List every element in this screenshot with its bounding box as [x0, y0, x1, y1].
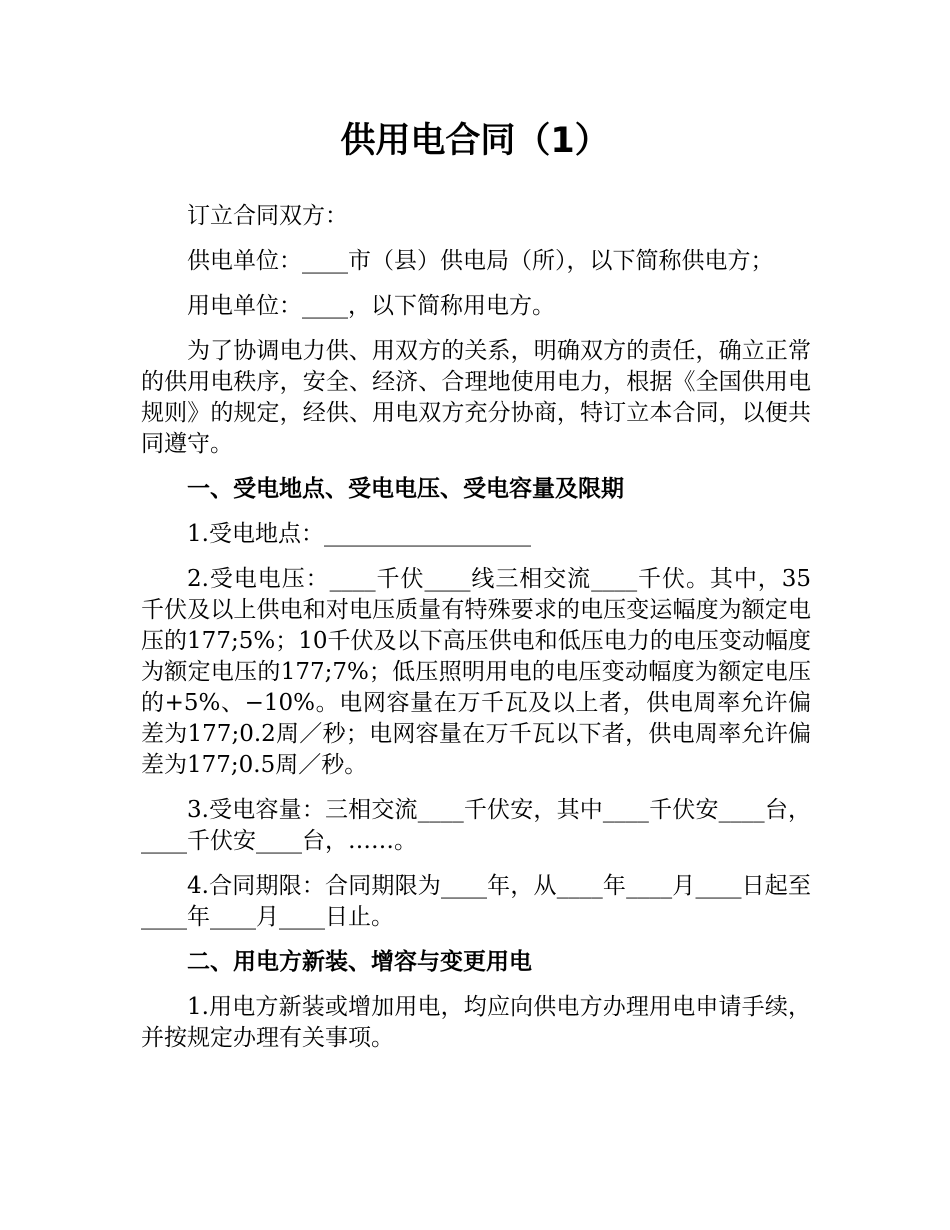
paragraph-supplier: 供电单位：____市（县）供电局（所），以下简称供电方； [187, 248, 774, 274]
paragraph-preamble: 为了协调电力供、用双方的关系，明确双方的责任，确立正常的供用电秩序，安全、经济、合理地使用电力，根据《全国供用电规则》的规定，经供、用电双方充分协商，特订立本合同，以便共同遵守。 [141, 338, 811, 457]
clause-1-2: 2.受电电压：____千伏____线三相交流____千伏。其中，35千伏及以上供电和对电压质量有特殊要求的电压变运幅度为额定电压的177;5%；10千伏及以下高压供电和低压电力的电压变动幅度为额定电压的177;7%；低压照明用电的电压变动幅度为额定电压的+5%、−10%。电网容量在万千瓦及以上者，供电周率允许偏差为177;0.2周／秒；电网容量在万千瓦以下者，供电周率允许偏差为177;0.5周／秒。 [141, 566, 811, 778]
document-title: 供用电合同（1） [340, 121, 610, 161]
clause-1-3: 3.受电容量：三相交流____千伏安，其中____千伏安____台，____千伏安____台，……。 [141, 797, 811, 854]
document-body [141, 201, 811, 1068]
paragraph-consumer: 用电单位：____，以下简称用电方。 [187, 293, 555, 319]
section-heading-1: 一、受电地点、受电电压、受电容量及限期 [187, 476, 624, 502]
clause-1-1: 1.受电地点：__________________ [187, 521, 531, 547]
clause-1-4: 4.合同期限：合同期限为____年，从____年____月____日起至____年____月____日止。 [141, 873, 811, 930]
clause-2-1: 1.用电方新装或增加用电，均应向供电方办理用电申请手续，并按规定办理有关事项。 [141, 994, 811, 1051]
section-heading-2: 二、用电方新装、增容与变更用电 [187, 949, 532, 975]
paragraph-parties-intro: 订立合同双方： [187, 203, 348, 229]
